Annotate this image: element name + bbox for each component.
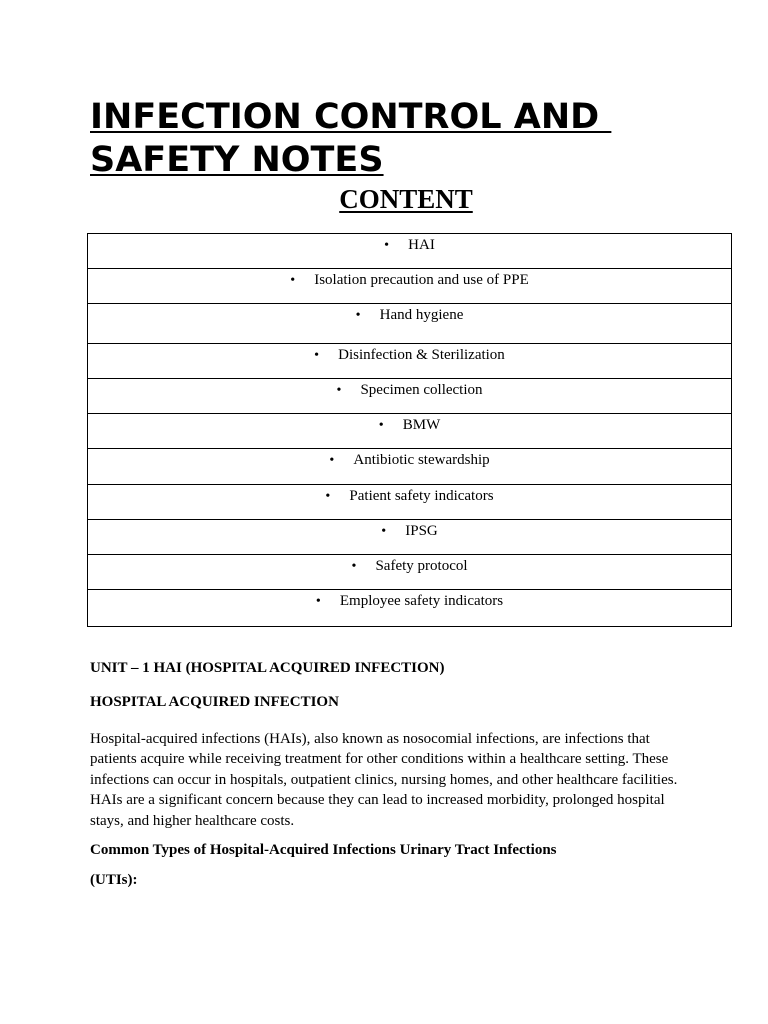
toc-item-antibiotic (329, 449, 489, 470)
toc-item-label: IPSG (405, 523, 438, 539)
toc-item-label: Safety protocol (375, 558, 468, 574)
table-row (88, 379, 732, 414)
unit-heading: UNIT – 1 HAI (HOSPITAL ACQUIRED INFECTION) (90, 660, 445, 676)
toc-item-label: Specimen collection (360, 382, 483, 398)
toc-cell (88, 449, 732, 485)
toc-item-hand-hygiene (356, 304, 464, 325)
types-heading: Common Types of Hospital-Acquired Infections Urinary Tract Infections (90, 842, 557, 858)
body-paragraph: Hospital-acquired infections (HAIs), also known as nosocomial infections, are infections that patients acquire while receiving treatment for other conditions within a healthcare setting. These infections can occur in hospitals, outpatient clinics, nursing homes, and other healthcare facilities. HAIs are a significant concern because they can lead to increased morbidity, prolonged hospital stays, and higher healthcare costs. (90, 731, 678, 829)
toc-cell (88, 520, 732, 555)
table-row (88, 590, 732, 627)
table-row (88, 485, 732, 520)
bullet-icon: • (384, 238, 390, 253)
utis-heading: (UTIs): (90, 872, 138, 888)
bullet-icon: • (325, 489, 331, 504)
bullet-icon: • (381, 524, 387, 539)
table-of-contents (87, 233, 732, 627)
toc-cell (88, 304, 732, 344)
bullet-icon: • (336, 383, 342, 398)
content-heading: CONTENT (339, 184, 473, 214)
toc-item-label: Antibiotic stewardship (353, 452, 490, 468)
toc-cell (88, 234, 732, 269)
bullet-icon: • (378, 418, 384, 433)
toc-cell (88, 269, 732, 304)
table-row (88, 414, 732, 449)
table-row (88, 344, 732, 379)
toc-item-label: BMW (402, 417, 441, 433)
toc-cell (88, 590, 732, 627)
toc-cell (88, 555, 732, 590)
toc-item-patient-safety (325, 485, 493, 506)
toc-item-employee-safety (316, 590, 503, 611)
bullet-icon: • (355, 308, 361, 323)
toc-item-label: HAI (408, 237, 435, 253)
toc-item-isolation (290, 269, 529, 290)
document-title (90, 96, 611, 182)
toc-item-bmw (379, 414, 441, 435)
bullet-icon: • (351, 559, 357, 574)
table-row (88, 449, 732, 485)
table-row (88, 520, 732, 555)
toc-item-label: Hand hygiene (379, 307, 464, 323)
toc-cell (88, 485, 732, 520)
table-row (88, 269, 732, 304)
bullet-icon: • (315, 594, 321, 609)
toc-item-label: Employee safety indicators (339, 593, 504, 609)
toc-item-label: Isolation precaution and use of PPE (314, 272, 529, 288)
section-heading: HOSPITAL ACQUIRED INFECTION (90, 694, 339, 710)
toc-cell (88, 344, 732, 379)
toc-item-disinfection (314, 344, 505, 365)
table-row (88, 304, 732, 344)
toc-item-hai (384, 234, 435, 255)
toc-item-label: Patient safety indicators (349, 488, 494, 504)
table-row (88, 555, 732, 590)
table-row (88, 234, 732, 269)
title-line-1: INFECTION CONTROL AND (90, 97, 612, 137)
toc-item-specimen (336, 379, 482, 400)
title-line-2: SAFETY NOTES (90, 140, 384, 180)
toc-item-safety-protocol (351, 555, 467, 576)
toc-cell (88, 379, 732, 414)
toc-item-label: Disinfection & Sterilization (338, 347, 505, 363)
toc-cell (88, 414, 732, 449)
toc-item-ipsg (381, 520, 438, 541)
bullet-icon: • (290, 273, 296, 288)
bullet-icon: • (329, 453, 335, 468)
bullet-icon: • (314, 348, 320, 363)
